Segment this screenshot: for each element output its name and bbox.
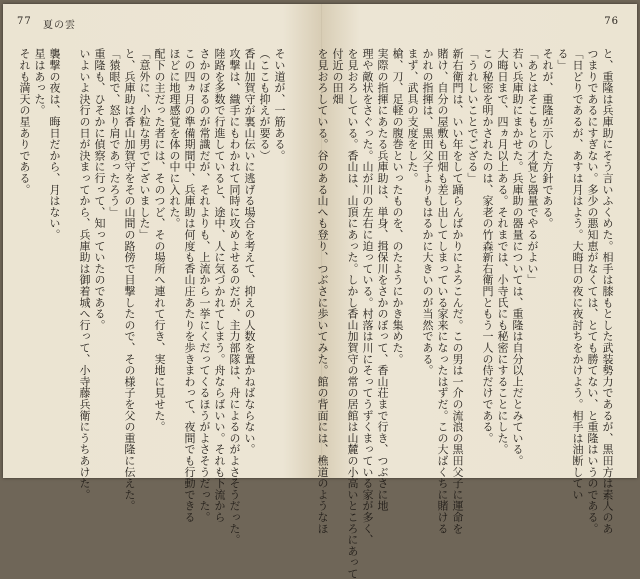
text-column: そい道が、一筋ある。 (273, 48, 286, 161)
text-column: 槍、刀、足軽の腹巻といったものを、のたようにかき集めた。 (391, 48, 404, 365)
text-column: 「日どりであるが、あすは月はよう。大晦日の夜に夜討ちをかけよう。相手は油断してい (571, 48, 584, 500)
text-column: ほどに地理感覚を体の中に入れた。 (168, 48, 181, 229)
text-column: 重隆も、ひそかに偵察に行って、知っていたのである。 (93, 48, 106, 331)
text-column: かれの指揮は、黒田父子よりもはるかに大きいのが当然である。 (421, 48, 434, 376)
right-body-text (316, 48, 615, 579)
text-column: 賭け、自分の屋敷も田畑も差し出してしまっている家来になったはずだ。この大ばくちに賭ける (436, 48, 449, 534)
text-column: を見おろしている。谷のある山へも登り、つぶさに歩いてみた。館の背面には、樵道のようなほ (316, 48, 329, 534)
text-column: 理や敵状をさぐった。山が川の左右に迫っている。村落は川にそってうずくまっている家が多く、 (361, 48, 374, 546)
running-title: 夏の雲 (43, 20, 76, 31)
right-page-number: 76 (604, 16, 619, 27)
text-column: この四ヵ月の準備期間中、兵庫助は何度も香山庄あたりを歩きまわって、夜間でも行動できる (183, 48, 196, 523)
text-column: 付近の田畑 (331, 48, 344, 105)
text-column: と、兵庫助は香山加賀守をその山間の路傍で目撃したので、その様子を父の重隆に伝えた。 (123, 48, 136, 512)
text-column: この秘密を明かされたのは、家老の竹森新右衛門ともう一人の侍だけである。 (481, 48, 494, 444)
text-column: 襲撃の夜は、晦日だから、月はない。 (48, 48, 61, 241)
text-column: まず、武具の支度をした。 (406, 48, 419, 184)
text-column: 実際の指揮にあたる兵庫助は、単身、揖保川をさかのぼって、香山荘まで行き、つぶさに地 (376, 48, 389, 512)
text-column: 「あとはそこもとの才覚と器量でやるがよい」 (526, 48, 539, 286)
text-column: 星はあった。 (33, 48, 46, 116)
text-column: 大晦日まで、四ヵ月以上ある。それまでは、小寺氏にも秘密にすることにした。 (496, 48, 509, 455)
text-column: 「意外に、小粒な男でございました」 (138, 48, 151, 241)
text-column: 陸路を多数で行進していると、途中、人に気づかれてしまう。舟ならばいい。それも下流から (213, 48, 226, 523)
text-column: る」 (556, 48, 569, 71)
text-column: いよいよ決行の日が決まってから、兵庫助は御着城へ行って、小寺藤兵衛にうちあけた。 (78, 48, 91, 500)
text-column: を見おろしている。香山は、山頂にあった。しかし香山加賀守の常の居館は山麓の小高いところにあって (346, 48, 359, 579)
text-column (62, 48, 77, 460)
left-page-number: 77 (17, 16, 32, 27)
text-column: それが、重隆が示した方針である。 (541, 48, 554, 229)
text-column: 「猿眼で、怒り肩であったろう」 (108, 48, 121, 218)
text-column: それも満天の星ありである。 (18, 48, 31, 195)
text-column: と、重隆は兵庫助にそう言いふくめた。相手は膝もとした武装勢力であるが、黒田方は素人のあ (601, 48, 614, 534)
text-column: 「うれしいことでござる」 (466, 48, 479, 184)
text-column: 新右衛門は、いい年をして踊らんばかりによろこんだ。この男は一介の流浪の黒田父子に運命を (451, 48, 464, 534)
left-page (3, 4, 322, 546)
left-body-text (18, 48, 287, 546)
text-column: 配下の主だった者には、そのつど、その場所へ連れて行き、実地に見せた。 (153, 48, 166, 433)
text-column: （ここも抑えが要る） (258, 48, 271, 161)
right-page (316, 4, 637, 579)
text-column: 香山加賀守が裏山伝いに逃げる場合を考えて、抑えの人数を置かねばならない。 (243, 48, 256, 455)
text-column: 若い兵庫助にまかせた。兵庫助の器量については、重隆は自分以上だとみている。 (511, 48, 524, 467)
text-column: つまりであるにすぎない。多少の悪知恵がなくては、とても勝てない、と重隆はいうのである。 (586, 48, 599, 534)
text-column: さかのぼるのが常識だが、それよりも、上流から一挙にくだってくるほうがよさそうだった。 (198, 48, 211, 523)
text-column: 攻撃は、織手にもわかれて同時に攻めよせるのだが、主力部隊は、舟によるのがよさそうだった。 (228, 48, 241, 546)
book-spread (3, 4, 637, 579)
